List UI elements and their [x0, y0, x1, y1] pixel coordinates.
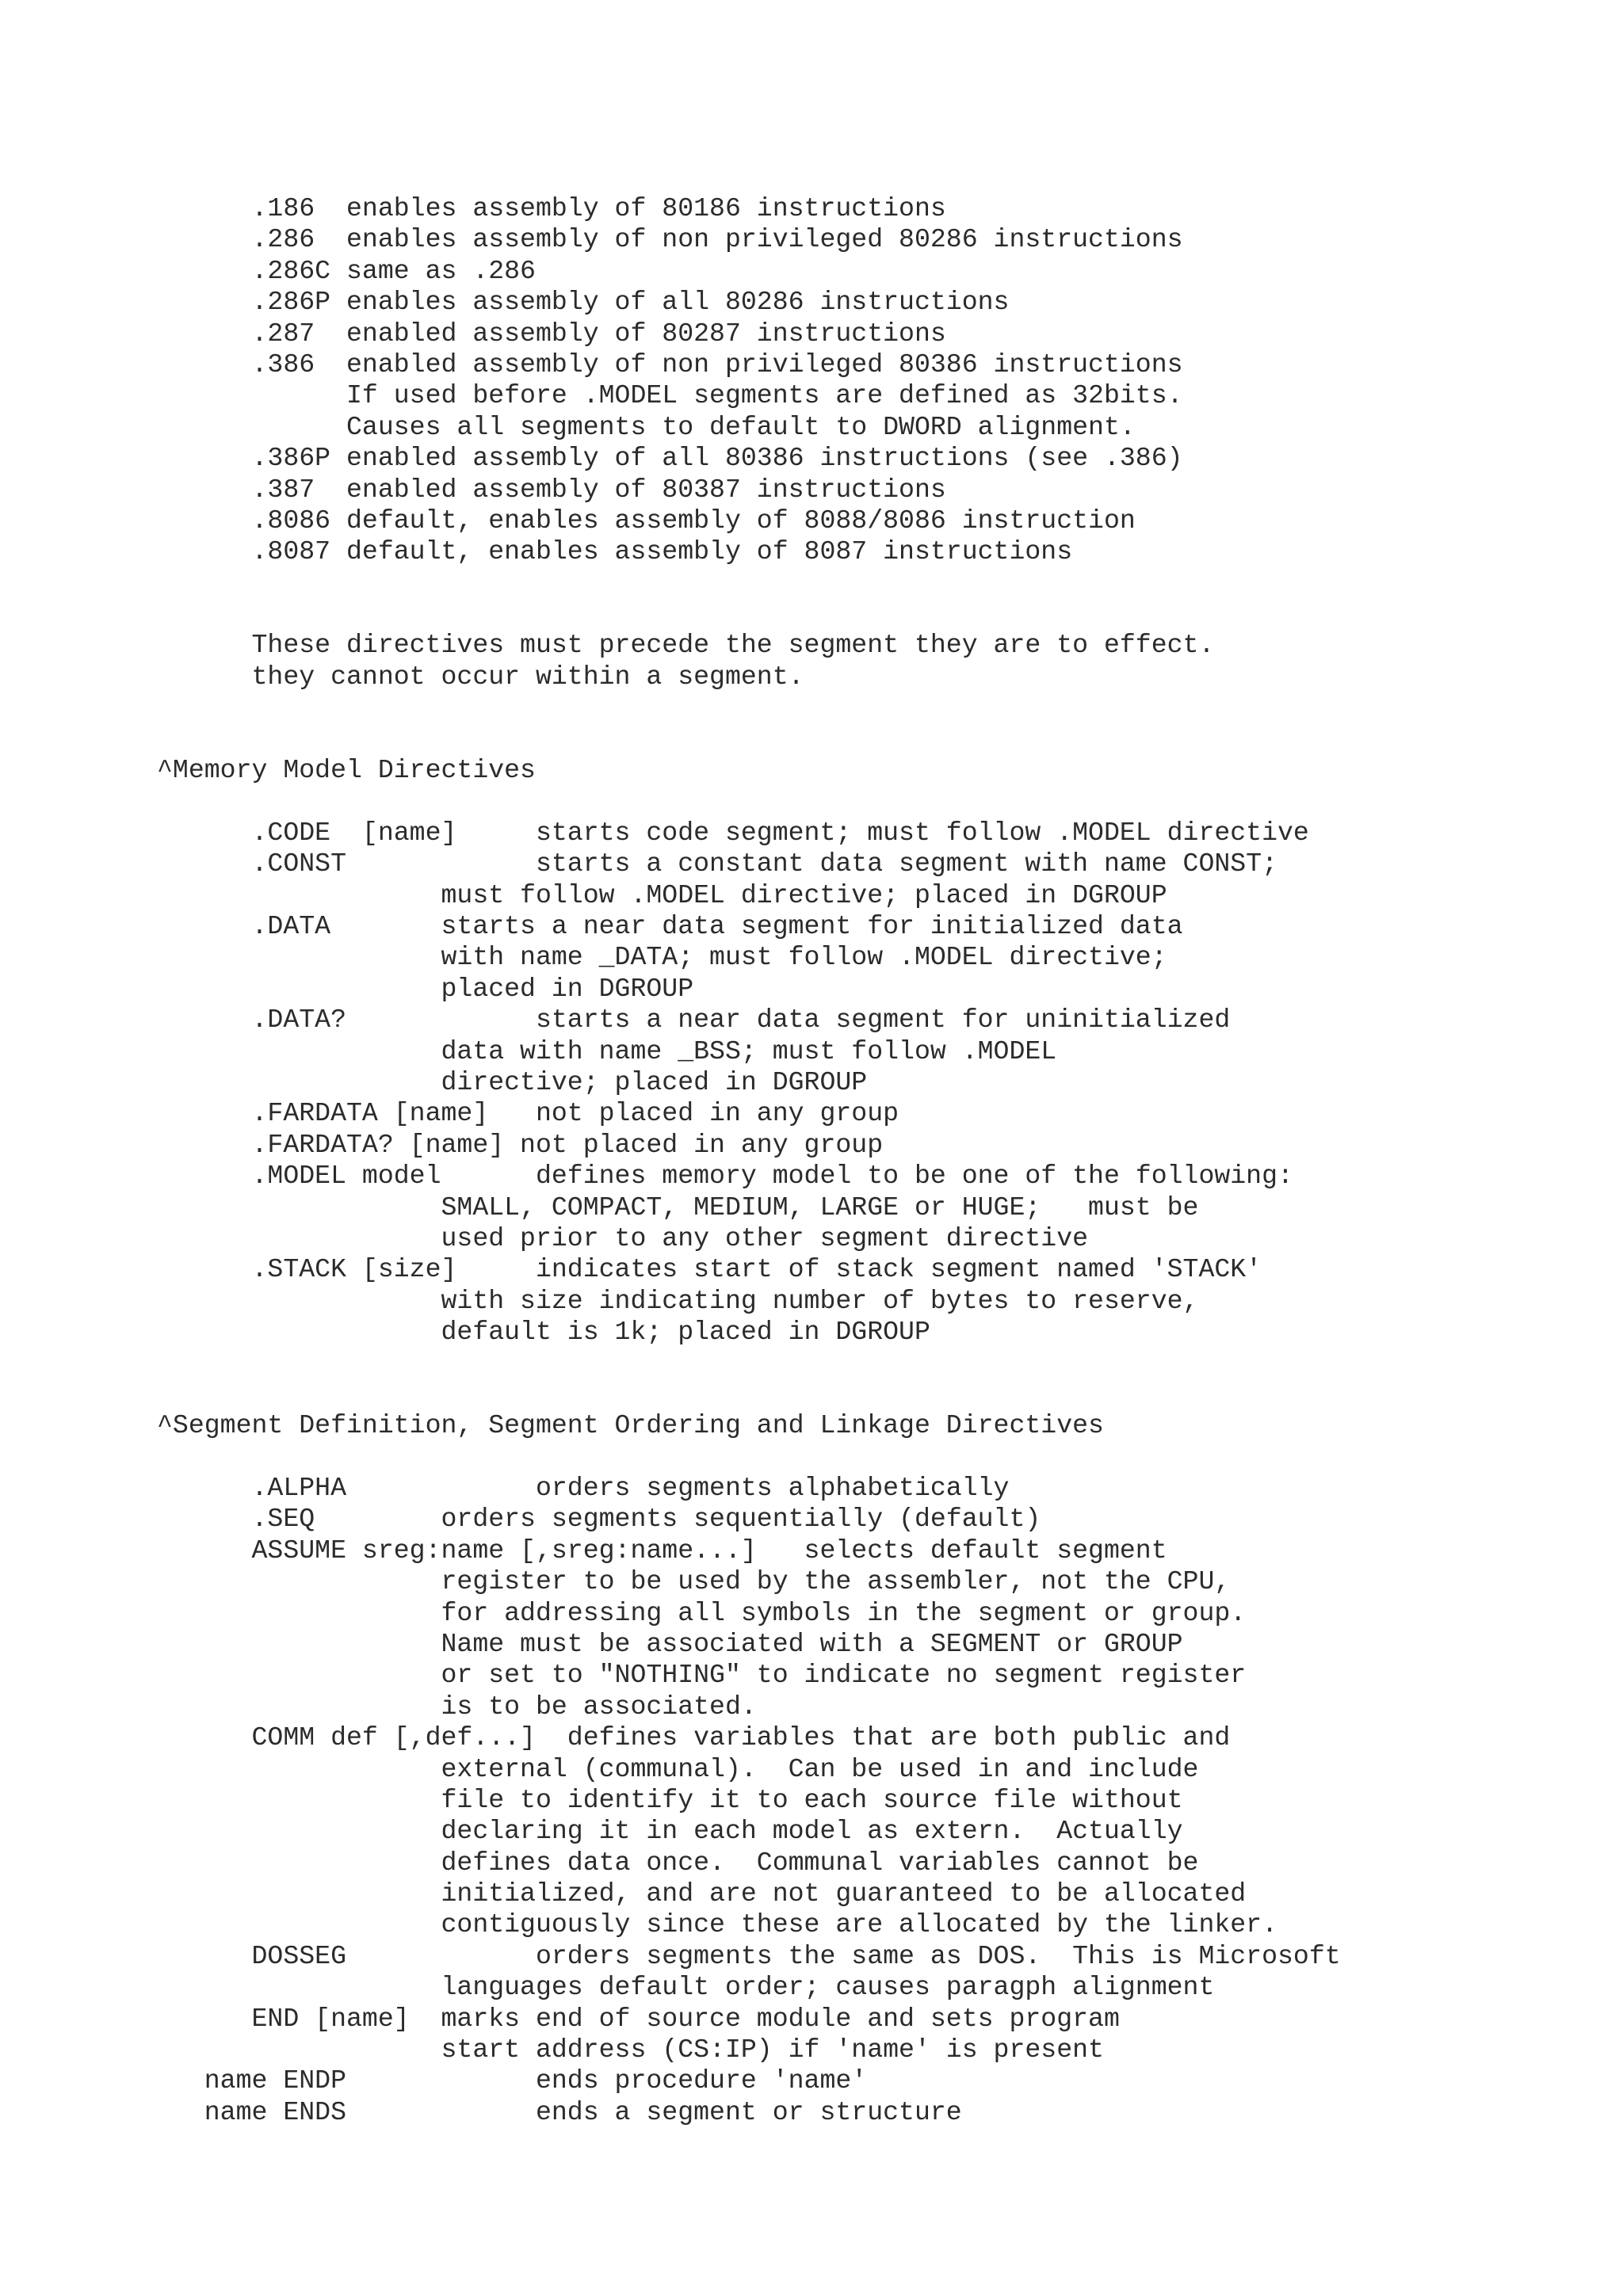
text-line: declaring it in each model as extern. Actually — [157, 1816, 1183, 1847]
text-line — [157, 692, 1341, 723]
text-line: COMM def [,def...] defines variables that are both public and — [157, 1722, 1231, 1753]
text-line: used prior to any other segment directive — [157, 1222, 1089, 1253]
text-line: external (communal). Can be used in and include — [157, 1753, 1199, 1784]
text-line: .8086 default, enables assembly of 8088/8086 instruction — [157, 505, 1136, 536]
text-line: file to identify it to each source file without — [157, 1784, 1183, 1815]
text-line: name ENDP ends procedure 'name' — [157, 2065, 868, 2096]
text-line: These directives must precede the segment they are to effect. — [157, 630, 1215, 661]
text-line — [157, 1348, 1341, 1379]
text-line: or set to "NOTHING" to indicate no segment register — [157, 1660, 1247, 1691]
text-line: .386 enabled assembly of non privileged 80386 instructions — [157, 349, 1183, 379]
text-line: they cannot occur within a segment. — [157, 661, 804, 692]
text-line: languages default order; causes paragph alignment — [157, 1972, 1215, 2003]
text-line: .286C same as .286 — [157, 255, 536, 286]
text-line: placed in DGROUP — [157, 973, 694, 1004]
text-line: with name _DATA; must follow .MODEL directive; — [157, 942, 1167, 973]
text-line: start address (CS:IP) if 'name' is present — [157, 2035, 1104, 2065]
text-line: Causes all segments to default to DWORD alignment. — [157, 411, 1136, 442]
text-line — [157, 599, 1341, 630]
text-line — [157, 1379, 1341, 1410]
text-line — [157, 1442, 1341, 1473]
text-line: .186 enables assembly of 80186 instructions — [157, 193, 946, 223]
text-line: Name must be associated with a SEGMENT or GROUP — [157, 1628, 1183, 1659]
text-line — [157, 724, 1341, 755]
text-line: If used before .MODEL segments are defined as 32bits. — [157, 380, 1183, 411]
text-line: .286P enables assembly of all 80286 instructions — [157, 287, 1010, 318]
text-line: ASSUME sreg:name [,sreg:name...] selects default segment — [157, 1535, 1167, 1566]
text-line: .DATA? starts a near data segment for uninitialized — [157, 1005, 1231, 1035]
text-line: .MODEL model defines memory model to be one of the following: — [157, 1161, 1293, 1192]
document-text — [157, 193, 1341, 2128]
text-line: .287 enabled assembly of 80287 instructions — [157, 318, 946, 349]
text-line — [157, 568, 1341, 599]
text-line: .ALPHA orders segments alphabetically — [157, 1473, 1010, 1504]
text-line: .387 enabled assembly of 80387 instructions — [157, 474, 946, 505]
text-line: .CONST starts a constant data segment with name CONST; — [157, 849, 1278, 879]
text-line: register to be used by the assembler, not the CPU, — [157, 1566, 1231, 1597]
text-line: ^Memory Model Directives — [157, 755, 536, 786]
text-line: DOSSEG orders segments the same as DOS. This is Microsoft — [157, 1940, 1341, 1971]
text-line: default is 1k; placed in DGROUP — [157, 1317, 930, 1348]
text-line: .STACK [size] indicates start of stack segment named 'STACK' — [157, 1254, 1262, 1285]
text-line: is to be associated. — [157, 1691, 757, 1722]
text-line: .SEQ orders segments sequentially (default) — [157, 1504, 1041, 1535]
text-line: data with name _BSS; must follow .MODEL — [157, 1035, 1057, 1066]
text-line: directive; placed in DGROUP — [157, 1066, 868, 1097]
text-line: .FARDATA [name] not placed in any group — [157, 1098, 899, 1129]
text-line: .8087 default, enables assembly of 8087 instructions — [157, 536, 1073, 567]
text-line: must follow .MODEL directive; placed in DGROUP — [157, 879, 1167, 910]
text-line: .DATA starts a near data segment for initialized data — [157, 910, 1183, 941]
text-line: initialized, and are not guaranteed to be allocated — [157, 1878, 1247, 1909]
text-line: for addressing all symbols in the segment or group. — [157, 1597, 1247, 1628]
text-line: END [name] marks end of source module and sets program — [157, 2003, 1120, 2034]
text-line: ^Segment Definition, Segment Ordering and Linkage Directives — [157, 1410, 1104, 1441]
text-line: .FARDATA? [name] not placed in any group — [157, 1129, 884, 1160]
text-line — [157, 786, 1341, 817]
text-line: SMALL, COMPACT, MEDIUM, LARGE or HUGE; must be — [157, 1192, 1199, 1222]
text-line: .CODE [name] starts code segment; must follow .MODEL directive — [157, 817, 1309, 848]
text-line: defines data once. Communal variables cannot be — [157, 1847, 1199, 1878]
text-line: name ENDS ends a segment or structure — [157, 2096, 962, 2127]
text-line: .286 enables assembly of non privileged 80286 instructions — [157, 224, 1183, 255]
text-line: .386P enabled assembly of all 80386 instructions (see .386) — [157, 443, 1183, 474]
text-line: with size indicating number of bytes to reserve, — [157, 1285, 1199, 1316]
text-line: contiguously since these are allocated by the linker. — [157, 1909, 1278, 1940]
